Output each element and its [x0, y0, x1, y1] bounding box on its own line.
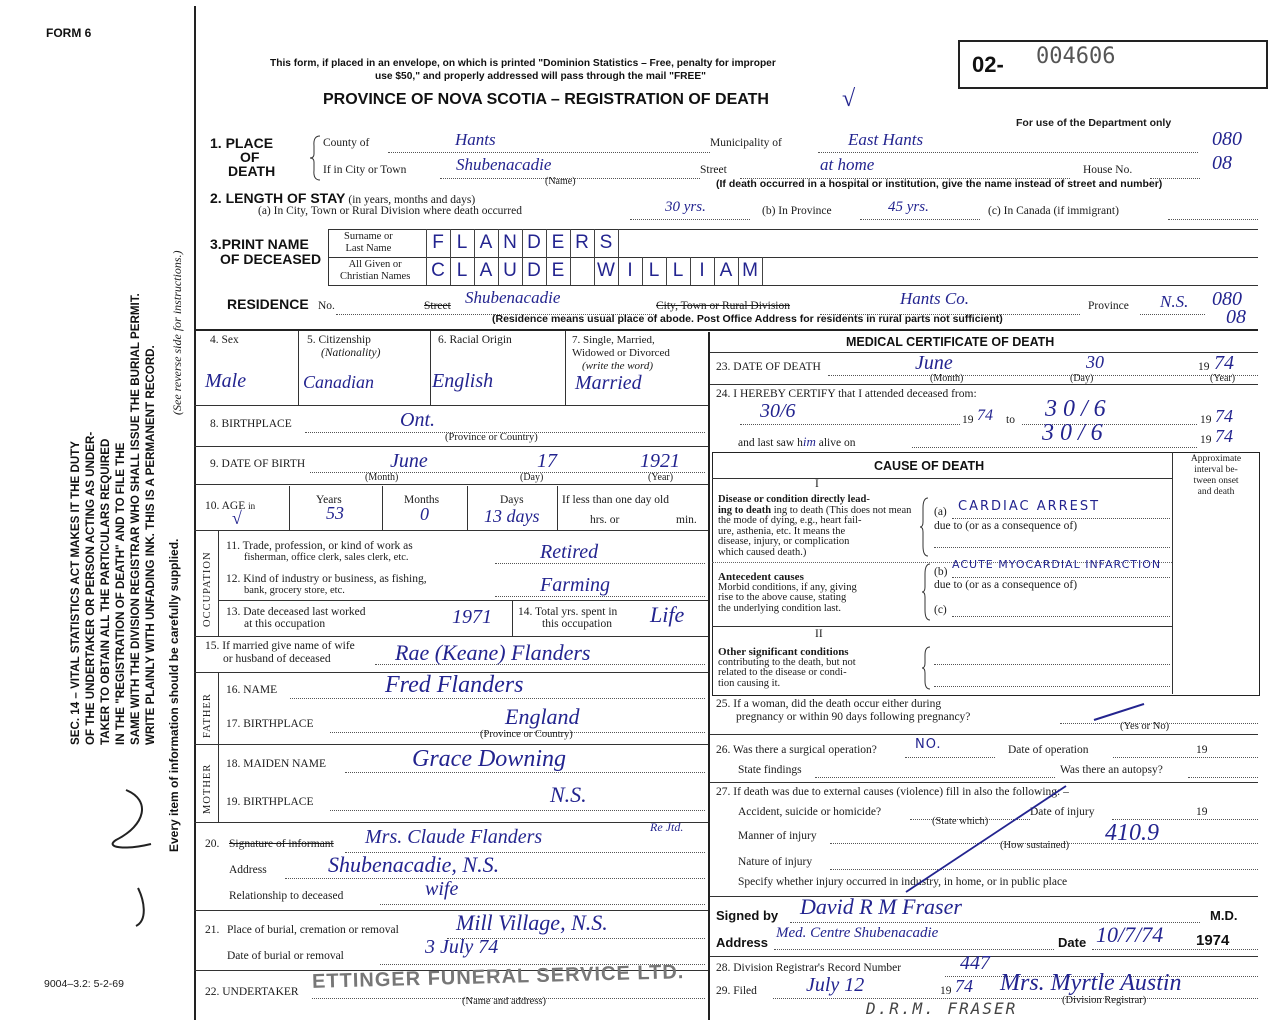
stay-a-line [630, 219, 750, 220]
trade-line [495, 563, 705, 564]
other-line-1 [934, 664, 1170, 665]
surname-label: Surname or Last Name [344, 231, 393, 254]
cause-c-label: (c) [934, 604, 947, 616]
certify-from: 30/6 [760, 400, 796, 422]
name-letter-box: S [594, 229, 619, 257]
death-caption-month: (Month) [930, 373, 964, 384]
mother-birthplace-value: N.S. [550, 782, 587, 807]
state-findings-line [815, 777, 1055, 778]
birthplace-value: Ont. [400, 409, 435, 431]
racial-label: 6. Racial Origin [438, 334, 512, 346]
total-years-label: 14. Total yrs. spent in this occupation [518, 606, 618, 630]
death-day: 30 [1086, 352, 1104, 372]
mail-notice-line1: This form, if placed in an envelope, on which is printed "Dominion Statistics – Free, penalty for improper [270, 58, 776, 69]
dob-caption-month: (Month) [365, 472, 399, 483]
other-line-2 [934, 686, 1170, 687]
last-worked-label: 13. Date deceased last worked at this occupation [226, 606, 366, 630]
hrs-label: hrs. or [590, 514, 620, 526]
cause-a-label: (a) [934, 506, 947, 518]
disease-label: Disease or condition directly lead- ing to death ing to death (This does not mean the mode of dying, e.g., heart fail- ure, asthenia, etc. It means the disease, injury, or complication which caused death.) [718, 494, 912, 558]
age-div-1 [289, 486, 290, 530]
cell-div-1 [298, 331, 299, 405]
name-letter-box: W [594, 257, 619, 285]
mother-side-label: MOTHER [202, 763, 213, 814]
title-check-mark: √ [842, 86, 856, 112]
mother-divider [218, 744, 219, 822]
age-label: 10. AGE in [205, 500, 256, 512]
death-caption-day: (Day) [1070, 373, 1094, 384]
residence-note: (Residence means usual place of abode. Post Office Address for residents in rural parts not sufficient) [492, 313, 1003, 325]
cause-section-2: II [815, 628, 823, 640]
birthplace-caption: (Province or Country) [445, 432, 538, 443]
mother-birthplace-line [330, 810, 705, 811]
certify-to-label: to [1006, 414, 1015, 426]
racial-value: English [432, 370, 494, 392]
less-day-label: If less than one day old [562, 494, 669, 506]
death-caption-year: (Year) [1210, 373, 1236, 384]
name-letter-box: D [522, 257, 547, 285]
residence-code-2: 08 [1226, 306, 1246, 328]
sig-address-line [774, 949, 1054, 950]
undertaker-stamp: ETTINGER FUNERAL SERVICE LTD. [311, 961, 685, 993]
residence-city-value: Hants Co. [900, 289, 969, 308]
informant-address-label: Address [229, 864, 267, 876]
stay-b-line [860, 219, 980, 220]
informant-address-value: Shubenacadie, N.S. [328, 852, 500, 877]
cause-a-value: CARDIAC ARREST [958, 499, 1101, 514]
other-conditions-label: Other significant conditions contributing to the death, but not related to the disease or condi- tion causing it. [718, 646, 856, 689]
name-letter-box [570, 257, 595, 285]
nature-label: Nature of injury [738, 856, 813, 868]
citizenship-label: 5. Citizenship (Nationality) [307, 334, 381, 359]
name-box-left-edge [426, 229, 427, 257]
death-date-label: 23. DATE OF DEATH [716, 361, 821, 373]
other-brace [922, 645, 932, 691]
q26-label: 26. Was there a surgical operation? [716, 744, 877, 756]
sex-label: 4. Sex [210, 334, 239, 346]
mother-maiden-label: 18. MAIDEN NAME [226, 758, 326, 770]
sig-date-value: 10/7/74 [1096, 922, 1164, 947]
stay-c-line [1168, 219, 1258, 220]
min-label: min. [676, 514, 697, 526]
father-name-value: Fred Flanders [385, 672, 524, 698]
last-saw-label: and last saw him alive on [738, 434, 856, 449]
municipality-label: Municipality of [710, 137, 782, 149]
father-birthplace-value: England [505, 704, 580, 729]
injury-year-prefix: 19 [1196, 806, 1208, 818]
dept-use-label: For use of the Department only [1016, 117, 1172, 129]
every-item-notice: Every item of information should be carefully supplied. [167, 538, 181, 852]
name-letter-box: A [474, 229, 499, 257]
age-div-4 [557, 486, 558, 530]
name-letter-box: I [618, 257, 643, 285]
city-label: If in City or Town [323, 164, 407, 176]
months-label: Months [404, 494, 440, 506]
name-letter-box: L [450, 229, 475, 257]
burial-place-value: Mill Village, N.S. [456, 910, 608, 935]
dob-caption-year: (Year) [648, 472, 674, 483]
specify-label: Specify whether injury occurred in industry, in home, or in public place [738, 876, 1068, 888]
sex-value: Male [205, 370, 247, 392]
county-line [388, 152, 710, 153]
q29-label: 29. Filed [716, 985, 757, 997]
father-birthplace-label: 17. BIRTHPLACE [226, 718, 314, 730]
age-rule [194, 530, 708, 531]
informant-signature-value: Mrs. Claude Flanders [365, 826, 543, 848]
days-value: 13 days [484, 506, 540, 526]
cause-a-line [952, 518, 1170, 519]
reg-prefix: 02- [972, 52, 1004, 77]
marital-value: Married [575, 372, 642, 394]
name-letter-box: L [642, 257, 667, 285]
physician-signature: David R M Fraser [800, 894, 962, 919]
antecedent-brace [922, 562, 932, 622]
dob-caption-day: (Day) [520, 472, 544, 483]
dob-month: June [390, 450, 428, 472]
sig-date-line [1092, 949, 1258, 950]
autopsy-label: Was there an autopsy? [1060, 764, 1163, 776]
q28-label: 28. Division Registrar's Record Number [716, 962, 902, 974]
accident-label: Accident, suicide or homicide? [738, 806, 882, 818]
dob-day: 17 [537, 450, 557, 472]
medical-title-rule [710, 352, 1258, 353]
occupation-divider [218, 530, 219, 636]
cause-section-rule [712, 626, 1172, 627]
cell-div-2 [430, 331, 431, 405]
spouse-label: 15. If married give name of wife or husband of deceased [205, 640, 355, 665]
see-reverse-note: (See reverse side for instructions.) [170, 250, 184, 415]
industry-value: Farming [540, 574, 610, 596]
certify-from-prefix: 19 [962, 414, 974, 426]
county-value: Hants [455, 130, 496, 149]
industry-label: 12. Kind of industry or business, as fishing, bank, grocery store, etc. [226, 573, 427, 596]
informant-rule [194, 910, 708, 911]
total-years-value: Life [650, 602, 685, 627]
informant-no: 20. [205, 838, 220, 850]
last-saw-year: 74 [1215, 426, 1233, 446]
print-name-label: 3.PRINT NAME OF DECEASED [210, 236, 322, 267]
street-label: Street [700, 164, 727, 176]
section-rule [194, 329, 1258, 331]
physician-name-stamp: D.R.M. FRASER [866, 999, 1018, 1018]
reg-number: 004606 [1036, 44, 1116, 69]
form-left-border [194, 6, 196, 1020]
cause-interval-divider [1172, 452, 1173, 694]
form-title: PROVINCE OF NOVA SCOTIA – REGISTRATION OF DEATH [323, 91, 769, 108]
state-findings-label: State findings [738, 764, 802, 776]
mother-birthplace-label: 19. BIRTHPLACE [226, 796, 314, 808]
name-letter-box: U [498, 257, 523, 285]
residence-street-label: Street [424, 300, 451, 312]
registrar-caption: (Division Registrar) [1062, 995, 1147, 1006]
stay-a-value: 30 yrs. [665, 199, 706, 215]
days-label: Days [500, 494, 524, 506]
years-label: Years [316, 494, 342, 506]
state-which-caption: (State which) [932, 816, 989, 827]
sig-date-label: Date [1058, 935, 1087, 950]
burial-place-label: Place of burial, cremation or removal [227, 924, 399, 936]
municipality-value: East Hants [848, 130, 924, 149]
citizenship-value: Canadian [303, 372, 375, 392]
stay-b-value: 45 yrs. [888, 199, 929, 215]
operation-date-line [1113, 757, 1258, 758]
certify-from-year: 74 [977, 407, 993, 424]
cause-b-value: ACUTE MYOCARDIAL INFARCTION [952, 558, 1162, 571]
name-caption: (Name) [545, 176, 576, 187]
operation-year-prefix: 19 [1196, 744, 1208, 756]
burial-date-value: 3 July 74 [425, 936, 499, 958]
last-saw-line [912, 447, 1197, 448]
form-label: FORM 6 [46, 26, 92, 40]
name-letter-box: F [426, 229, 451, 257]
age-check: √ [232, 508, 242, 528]
sig-address-label: Address [716, 935, 769, 950]
father-name-label: 16. NAME [226, 684, 278, 696]
age-div-2 [382, 486, 383, 530]
occupation-side-label: OCCUPATION [202, 551, 213, 627]
sec14-notice: SEC. 14 – VITAL STATISTICS ACT MAKES IT THE DUTY OF THE UNDERTAKER OR PERSON ACTING AS UNDER- TAKER TO OBTAIN ALL THE PARTICULARS REQUIRED IN THE "REGISTRATION OF DEATH" AND TO FILE THE SAME WITH THE DIVISION REGISTRAR WHO SHALL ISSUE THE BURIAL PERMIT. WRITE PLAINLY WITH UNFADING INK. THIS IS A PERMANENT RECORD. [69, 293, 157, 745]
cause-c-line [952, 616, 1170, 617]
approx-interval-label: Approximate interval be- tween onset and death [1190, 454, 1242, 497]
relationship-value: wife [425, 878, 459, 900]
cause-a-due: due to (or as a consequence of) [934, 520, 1078, 532]
name-box-left-edge [426, 257, 427, 285]
trade-value: Retired [540, 541, 599, 563]
certify-from-line [740, 424, 960, 425]
antecedent-label: Antecedent causes Morbid conditions, if any, giving rise to the above cause, stating the underlying condition last. [718, 571, 857, 614]
name-letter-box: E [546, 257, 571, 285]
undertaker-caption: (Name and address) [462, 996, 546, 1007]
sig-address-value: Med. Centre Shubenacadie [776, 925, 939, 941]
length-of-stay-label: 2. LENGTH OF STAY (in years, months and days) [210, 190, 476, 206]
city-value: Shubenacadie [456, 155, 552, 174]
father-rule [194, 744, 708, 745]
mother-rule [194, 822, 708, 823]
certify-label: 24. I HEREBY CERTIFY that I attended deceased from: [716, 388, 977, 400]
name-letter-box: L [450, 257, 475, 285]
name-letter-box: N [498, 229, 523, 257]
registrar-initials-mark [96, 770, 166, 930]
strike-through-mark [896, 780, 1076, 900]
dob-rule [194, 484, 708, 485]
q27-label: 27. If death was due to external causes (violence) fill in also the following: – [716, 786, 1069, 798]
q25-rule [710, 734, 1258, 735]
form-code: 9004–3.2: 5-2-69 [44, 978, 124, 990]
cause-section-1: I [815, 478, 819, 490]
cause-b-label: (b) [934, 566, 948, 578]
name-bottom-rule [328, 285, 1258, 286]
name-letter-box: M [738, 257, 763, 285]
personal-rule [194, 405, 708, 406]
street-value: at home [820, 155, 875, 174]
dob-label: 9. DATE OF BIRTH [210, 458, 306, 470]
column-divider [708, 332, 710, 1020]
residence-street-value: Shubenacadie [465, 288, 561, 307]
birthplace-rule [194, 446, 708, 447]
name-letter-box: A [714, 257, 739, 285]
given-label: All Given or Christian Names [340, 259, 411, 282]
cause-b-due: due to (or as a consequence of) [934, 579, 1078, 591]
q28-value: 447 [960, 952, 990, 974]
municipality-line [818, 152, 1198, 153]
occupation-div [512, 600, 513, 636]
how-sustained-caption: (How sustained) [1000, 840, 1070, 851]
death-year: 74 [1214, 352, 1234, 374]
mail-notice-line2: use $50," and properly addressed will pass through the mail "FREE" [375, 71, 706, 82]
death-date-line [828, 375, 1258, 376]
birthplace-label: 8. BIRTHPLACE [210, 418, 292, 430]
father-side-label: FATHER [202, 693, 213, 738]
hospital-note: (If death occurred in a hospital or institution, give the name instead of street and number) [716, 178, 1163, 190]
stay-b-label: (b) In Province [762, 205, 832, 217]
operation-date-label: Date of operation [1008, 744, 1089, 756]
county-label: County of [323, 137, 370, 149]
house-code: 08 [1212, 152, 1232, 174]
place-brace [310, 134, 322, 182]
stay-c-label: (c) In Canada (if immigrant) [988, 205, 1119, 217]
signed-by-label: Signed by [716, 908, 779, 923]
burial-date-label: Date of burial or removal [227, 950, 344, 962]
medical-title: MEDICAL CERTIFICATE OF DEATH [846, 335, 1055, 349]
md-label: M.D. [1210, 908, 1238, 923]
municipality-code: 080 [1212, 128, 1242, 150]
cause-b-line [952, 577, 1170, 578]
last-saw-prefix: 19 [1200, 434, 1212, 446]
name-letter-box: L [666, 257, 691, 285]
coding-number: 410.9 [1105, 820, 1159, 846]
certify-to-year: 74 [1215, 406, 1233, 426]
residence-no-label: No. [318, 300, 335, 312]
filed-year-prefix: 19 [940, 985, 952, 997]
cell-div-3 [565, 331, 566, 405]
death-date-rule [710, 384, 1258, 385]
cause-title: CAUSE OF DEATH [874, 459, 985, 473]
place-label: 1. PLACE OF DEATH [210, 135, 276, 179]
age-div-3 [467, 486, 468, 530]
registration-number-box [958, 40, 1268, 89]
cause-a-due-line [934, 547, 1170, 548]
relationship-label: Relationship to deceased [229, 890, 344, 902]
name-letter-box: D [522, 229, 547, 257]
injury-date-label: Date of injury [1030, 806, 1095, 818]
q25-label: 25. If a woman, did the death occur either during pregnancy or within 90 days following pregnancy? [716, 698, 971, 723]
residence-province-line [1140, 314, 1205, 315]
last-saw-date: 30/6 [1042, 420, 1109, 446]
manner-label: Manner of injury [738, 830, 817, 842]
name-letter-box: R [570, 229, 595, 257]
father-caption: (Province or Country) [480, 729, 573, 740]
years-value: 53 [326, 503, 344, 523]
q25-caption: (Yes or No) [1120, 721, 1170, 732]
filed-year: 74 [955, 976, 973, 996]
months-value: 0 [420, 504, 429, 524]
name-letter-box: C [426, 257, 451, 285]
last-worked-value: 1971 [452, 606, 492, 628]
informant-signature-mark: Re Jtd. [650, 820, 684, 834]
occupation-bottom-rule [194, 636, 708, 637]
name-letter-box: I [690, 257, 715, 285]
stay-a-label: (a) In City, Town or Rural Division where death occurred [258, 205, 522, 217]
trade-label: 11. Trade, profession, or kind of work as fisherman, office clerk, sales clerk, etc. [226, 540, 413, 563]
autopsy-line [1188, 777, 1258, 778]
disease-brace [920, 496, 930, 558]
name-letter-box: A [474, 257, 499, 285]
death-year-prefix: 19 [1198, 361, 1210, 373]
residence-province-value: N.S. [1160, 292, 1189, 311]
spouse-value: Rae (Keane) Flanders [395, 640, 591, 665]
father-divider [218, 672, 219, 744]
q26-line [905, 757, 995, 758]
residence-province-label: Province [1088, 300, 1129, 312]
death-month: June [915, 352, 953, 374]
informant-address-line [285, 878, 705, 879]
occupation-rule [218, 600, 708, 601]
residence-code-1: 080 [1212, 288, 1242, 310]
certify-to-prefix: 19 [1200, 414, 1212, 426]
relationship-line [380, 904, 705, 905]
burial-no: 21. [205, 924, 220, 936]
residence-label: RESIDENCE [227, 296, 309, 312]
name-letter-box: E [546, 229, 571, 257]
certify-to: 30/6 [1045, 396, 1112, 422]
undertaker-label: 22. UNDERTAKER [205, 986, 299, 998]
residence-city-label: City, Town or Rural Division [656, 300, 791, 312]
filed-date: July 12 [806, 974, 865, 996]
cause-title-rule [712, 478, 1172, 479]
house-label: House No. [1083, 164, 1133, 176]
informant-signature-label: Signature of informant [229, 838, 334, 850]
q26-value: NO. [915, 737, 942, 752]
mother-maiden-value: Grace Downing [412, 746, 566, 772]
marital-label: 7. Single, Married, Widowed or Divorced (write the word) [572, 334, 670, 372]
registrar-signature: Mrs. Myrtle Austin [1000, 970, 1182, 996]
sig-year-printed: 1974 [1196, 932, 1230, 949]
dob-year: 1921 [640, 450, 680, 472]
